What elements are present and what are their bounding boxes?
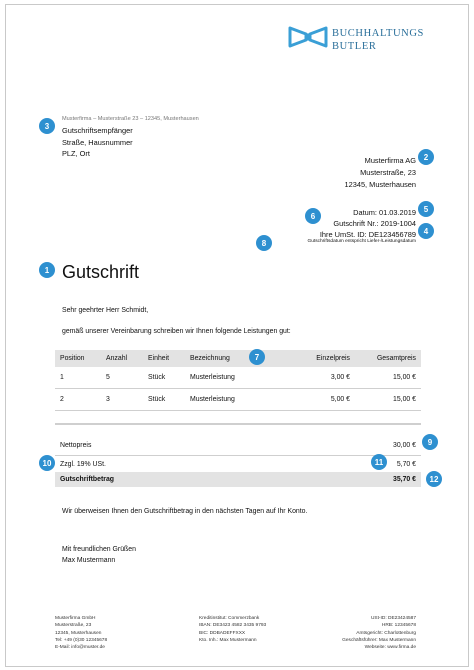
header-einzelpreis: Einzelpreis — [291, 350, 355, 367]
footer-line: HRB: 12345678 — [381, 623, 416, 629]
badge-2: 2 — [418, 149, 434, 165]
table-row — [55, 389, 421, 411]
footer-legal-info — [342, 615, 416, 651]
cell-einzelpreis: 3,00 € — [291, 367, 355, 389]
recipient-name: Gutschriftsempfänger — [62, 126, 133, 135]
footer-line: Geschäftsführer: Max Mustermann — [342, 637, 416, 643]
footer-line: Amtsgericht: Charlottenburg — [356, 630, 416, 636]
brand-name — [332, 28, 424, 53]
meta-credit-number: Gutschrift Nr.: 2019-1004 — [333, 219, 416, 228]
footer-line: E-Mail: info@muster.de — [55, 645, 105, 651]
company-city: 12345, Musterhausen — [344, 180, 416, 189]
badge-4: 4 — [418, 223, 434, 239]
cell-einzelpreis: 5,00 € — [291, 389, 355, 411]
footer-line: Tel: +49 (0)30 12345678 — [55, 637, 108, 643]
document-meta — [320, 207, 416, 240]
header-gesamtpreis: Gesamtpreis — [355, 350, 421, 367]
recipient-city: PLZ, Ort — [62, 149, 90, 159]
recipient-address — [62, 125, 133, 160]
badge-10: 10 — [39, 455, 55, 471]
recipient-street: Straße, Hausnummer — [62, 137, 133, 147]
cell-gesamtpreis: 15,00 € — [355, 367, 421, 389]
cell-position: 2 — [55, 389, 101, 411]
badge-7: 7 — [249, 349, 265, 365]
footer-line: Musterstraße, 23 — [55, 623, 92, 629]
total-label: Gutschriftbetrag — [60, 476, 114, 483]
badge-11: 11 — [371, 454, 387, 470]
header-position: Position — [55, 350, 101, 367]
meta-vat-id: Ihre UmSt. ID: DE123456789 — [319, 230, 416, 239]
cell-anzahl: 5 — [101, 367, 143, 389]
footer-company-info — [55, 615, 107, 651]
header-anzahl: Anzahl — [101, 350, 143, 367]
items-table — [55, 350, 421, 424]
header-bezeichnung: Bezeichnung — [185, 350, 291, 367]
closing-greeting: Mit freundlichen Grüßen — [62, 546, 136, 553]
meta-date: Datum: 01.03.2019 — [353, 208, 416, 217]
cell-gesamtpreis: 15,00 € — [355, 389, 421, 411]
company-address — [345, 155, 417, 191]
footer-line: BIC: DDBADEFFXXX — [199, 630, 246, 636]
badge-12: 12 — [426, 471, 442, 487]
document-page — [5, 4, 469, 667]
empty-cell — [55, 411, 421, 424]
footer-line: 12345, Musterhausen — [55, 630, 102, 636]
company-name: Musterfirma AG — [364, 156, 416, 165]
total-value: 35,70 € — [393, 476, 416, 483]
table-row — [55, 367, 421, 389]
badge-6: 6 — [305, 208, 321, 224]
footer-line: Musterfirma GmbH — [55, 616, 96, 621]
brand-line-2: BUTLER — [332, 40, 377, 52]
badge-5: 5 — [418, 201, 434, 217]
intro-text: gemäß unserer Vereinbarung schreiben wir Ihnen folgende Leistungen gut: — [62, 328, 291, 335]
footer-line: Kto. Inh.: Max Mustermann — [199, 637, 257, 643]
closing-name: Max Mustermann — [62, 557, 116, 564]
bowtie-logo-icon — [288, 26, 328, 53]
footer-line: USt-ID: DE23424587 — [370, 616, 416, 621]
vat-label: Zzgl. 19% USt. — [60, 461, 106, 468]
salutation: Sehr geehrter Herr Schmidt, — [62, 307, 149, 314]
table-row-empty — [55, 411, 421, 424]
net-price-row — [55, 435, 421, 456]
badge-1: 1 — [39, 262, 55, 278]
brand-line-1: BUCHHALTUNGS — [332, 28, 424, 39]
footer-line: Kreditinstitut: Commerzbank — [199, 616, 260, 621]
document-title: Gutschrift — [62, 262, 140, 282]
footer-line: Webseite: www.firma.de — [364, 645, 416, 651]
vat-row — [55, 456, 421, 473]
cell-bezeichnung: Musterleistung — [185, 367, 291, 389]
header-einheit: Einheit — [143, 350, 185, 367]
badge-8: 8 — [256, 235, 272, 251]
transfer-note: Wir überweisen Ihnen den Gutschriftbetrag in den nächsten Tagen auf Ihr Konto. — [62, 508, 308, 515]
vat-value: 5,70 € — [396, 461, 416, 468]
company-street: Musterstraße, 23 — [360, 168, 416, 177]
table-header-row — [55, 350, 421, 367]
cell-einheit: Stück — [143, 389, 185, 411]
net-price-value: 30,00 € — [393, 441, 416, 449]
cell-bezeichnung: Musterleistung — [185, 389, 291, 411]
badge-3: 3 — [39, 118, 55, 134]
footer-line: IBAN: DE3423 4582 3435 9793 — [199, 623, 267, 629]
badge-9: 9 — [422, 434, 438, 450]
cell-anzahl: 3 — [101, 389, 143, 411]
net-price-label: Nettopreis — [60, 441, 92, 449]
footer-bank-info — [199, 615, 266, 644]
sender-line: Musterfirma – Musterstraße 23 – 12345, Musterhausen — [62, 116, 199, 122]
cell-position: 1 — [55, 367, 101, 389]
meta-note: Gutschriftsdatum entspricht Liefer-/Leistungsdatum — [307, 239, 416, 244]
total-row — [55, 472, 421, 487]
cell-einheit: Stück — [143, 367, 185, 389]
divider — [55, 424, 421, 425]
